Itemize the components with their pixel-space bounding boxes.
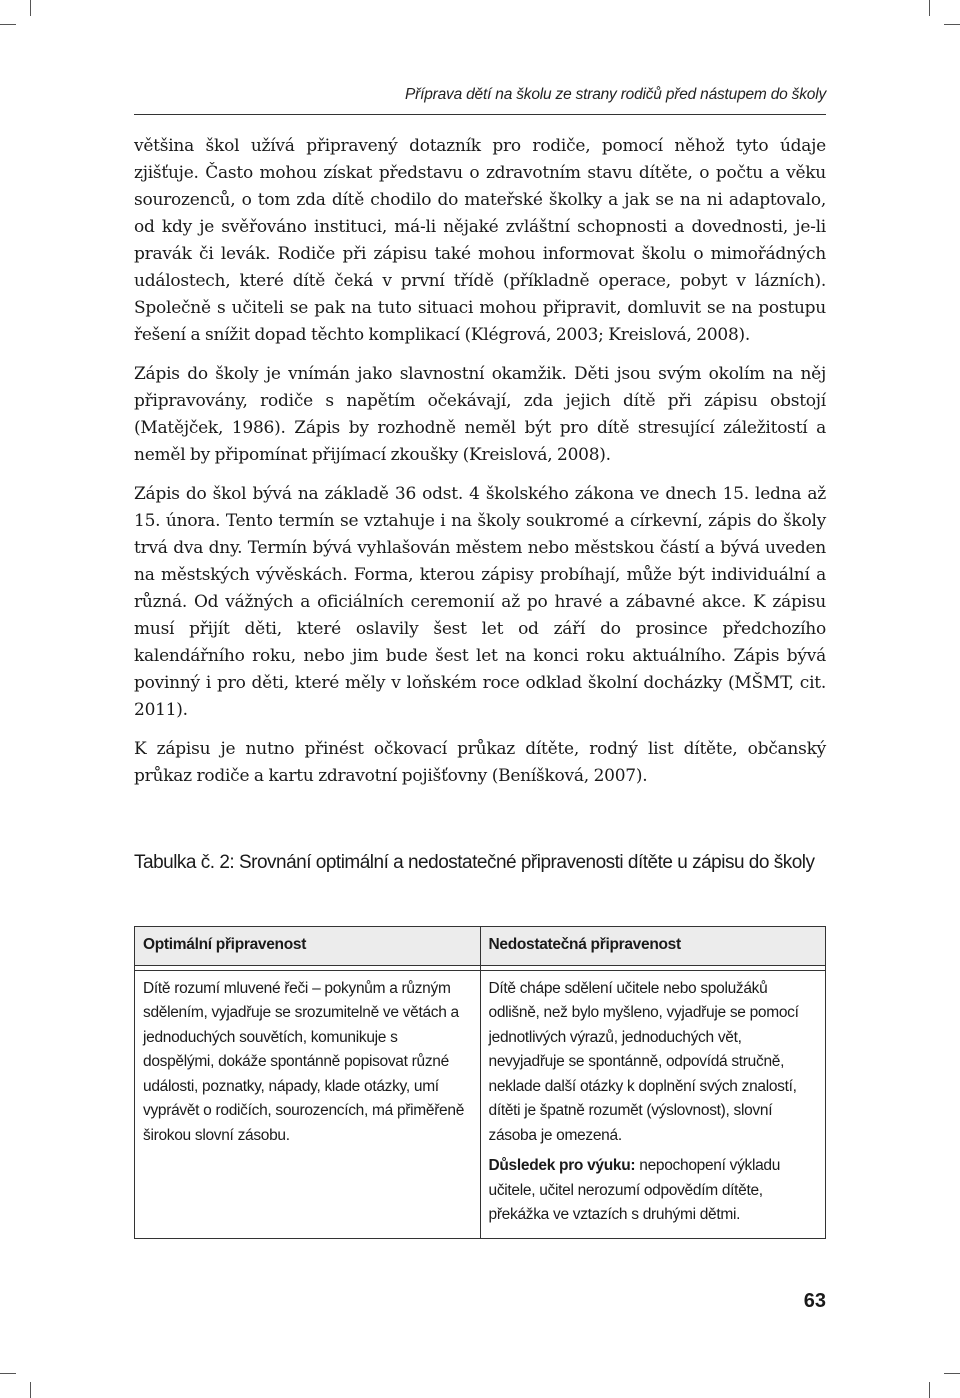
crop-mark [944,1373,960,1374]
table-cell-insufficient [480,970,826,1238]
crop-mark [944,24,960,25]
table-caption: Tabulka č. 2: Srovnání optimální a nedostatečné připravenosti dítěte u zápisu do školy [134,852,815,873]
page-number: 63 [803,1290,826,1312]
crop-mark [929,0,930,16]
result-label: Důsledek pro výuku: [488,1157,636,1174]
table-header-optimal: Optimální připravenost [135,927,481,966]
body-text [134,133,826,802]
cell-text: Dítě chápe sdělení učitele nebo spolužáků odlišně, než bylo myšleno, vyjadřuje se pomocí jednotlivých výrazů, jednoduchých vět, nevyjadřuje se spontánně, odpovídá stručně, neklade další otázky k doplnění svých znalostí, dítěti je špatně rozumět (výslovnost), slovní zásoba je omezená. [488,979,799,1144]
crop-mark [0,1373,16,1374]
crop-mark [30,1382,31,1398]
crop-mark [0,24,16,25]
table-header-insufficient: Nedostatečná připravenost [480,927,826,966]
paragraph: většina škol užívá připravený dotazník pro rodiče, pomocí něhož tyto údaje zjišťuje. Často mohou získat představu o zdravotním stavu dítěte, o počtu a věku sourozenců, o tom zda dítě chodilo do mateřské školky a jak se na ni adaptovalo, od kdy je svěřováno instituci, má-li nějaké zvláštní schopnosti a dovednosti, je-li pravák či levák. Rodiče při zápisu také mohou informovat školu o mimořádných událostech, které dítě čeká v první třídě (příkladně operace, pobyt v lázních). Společně s učiteli se pak na tuto situaci mohou připravit, domluvit se na postupu řešení a snížit dopad těchto komplikací (Klégrová, 2003; Kreislová, 2008). [134,136,826,345]
table-cell-optimal [135,970,481,1238]
running-header: Příprava dětí na školu ze strany rodičů před nástupem do školy [405,86,826,103]
result-text: nepochopení výkladu učitele, učitel nerozumí odpovědím dítěte, překážka ve vztazích s druhými dětmi. [488,1157,781,1223]
header-divider [134,114,826,115]
cell-result [489,1154,818,1228]
paragraph: Zápis do škol bývá na základě 36 odst. 4 školského zákona ve dnech 15. ledna až 15. února. Tento termín se vztahuje i na školy soukromé a církevní, zápis do školy trvá dva dny. Termín bývá vyhlašován městem nebo městskou částí a bývá uveden na městských vývěskách. Forma, kterou zápisy probíhají, může být individuální a různá. Od vážných a oficiálních ceremonií až po hravé a zábavné akce. K zápisu musí přijít děti, které oslavily šest let od září do prosince předchozího kalendářního roku, nebo jim bude šest let na konci roku aktuálního. Zápis bývá povinný i pro děti, které měly v loňském roce odklad školní docházky (MŠMT, cit. 2011). [134,484,826,720]
cell-text: Dítě rozumí mluvené řeči – pokynům a různým sdělením, vyjadřuje se srozumitelně ve větách a jednoduchých souvětích, komunikuje s dospělými, dokáže spontánně popisovat různé události, poznatky, nápady, klade otázky, umí vyprávět o rodičích, sourozencích, má přiměřeně širokou slovní zásobu. [143,979,465,1144]
crop-mark [30,0,31,16]
paragraph: Zápis do školy je vnímán jako slavnostní okamžik. Děti jsou svým okolím na něj připravovány, rodiče s napětím očekávají, zda jejich dítě při zápisu obstojí (Matějček, 1986). Zápis by rozhodně neměl být pro dítě stresující záležitostí a neměl by připomínat přijímací zkoušky (Kreislová, 2008). [134,364,826,465]
paragraph: K zápisu je nutno přinést očkovací průkaz dítěte, rodný list dítěte, občanský průkaz rodiče a kartu zdravotní pojišťovny (Beníšková, 2007). [134,739,826,786]
crop-mark [929,1382,930,1398]
comparison-table [134,926,826,1239]
